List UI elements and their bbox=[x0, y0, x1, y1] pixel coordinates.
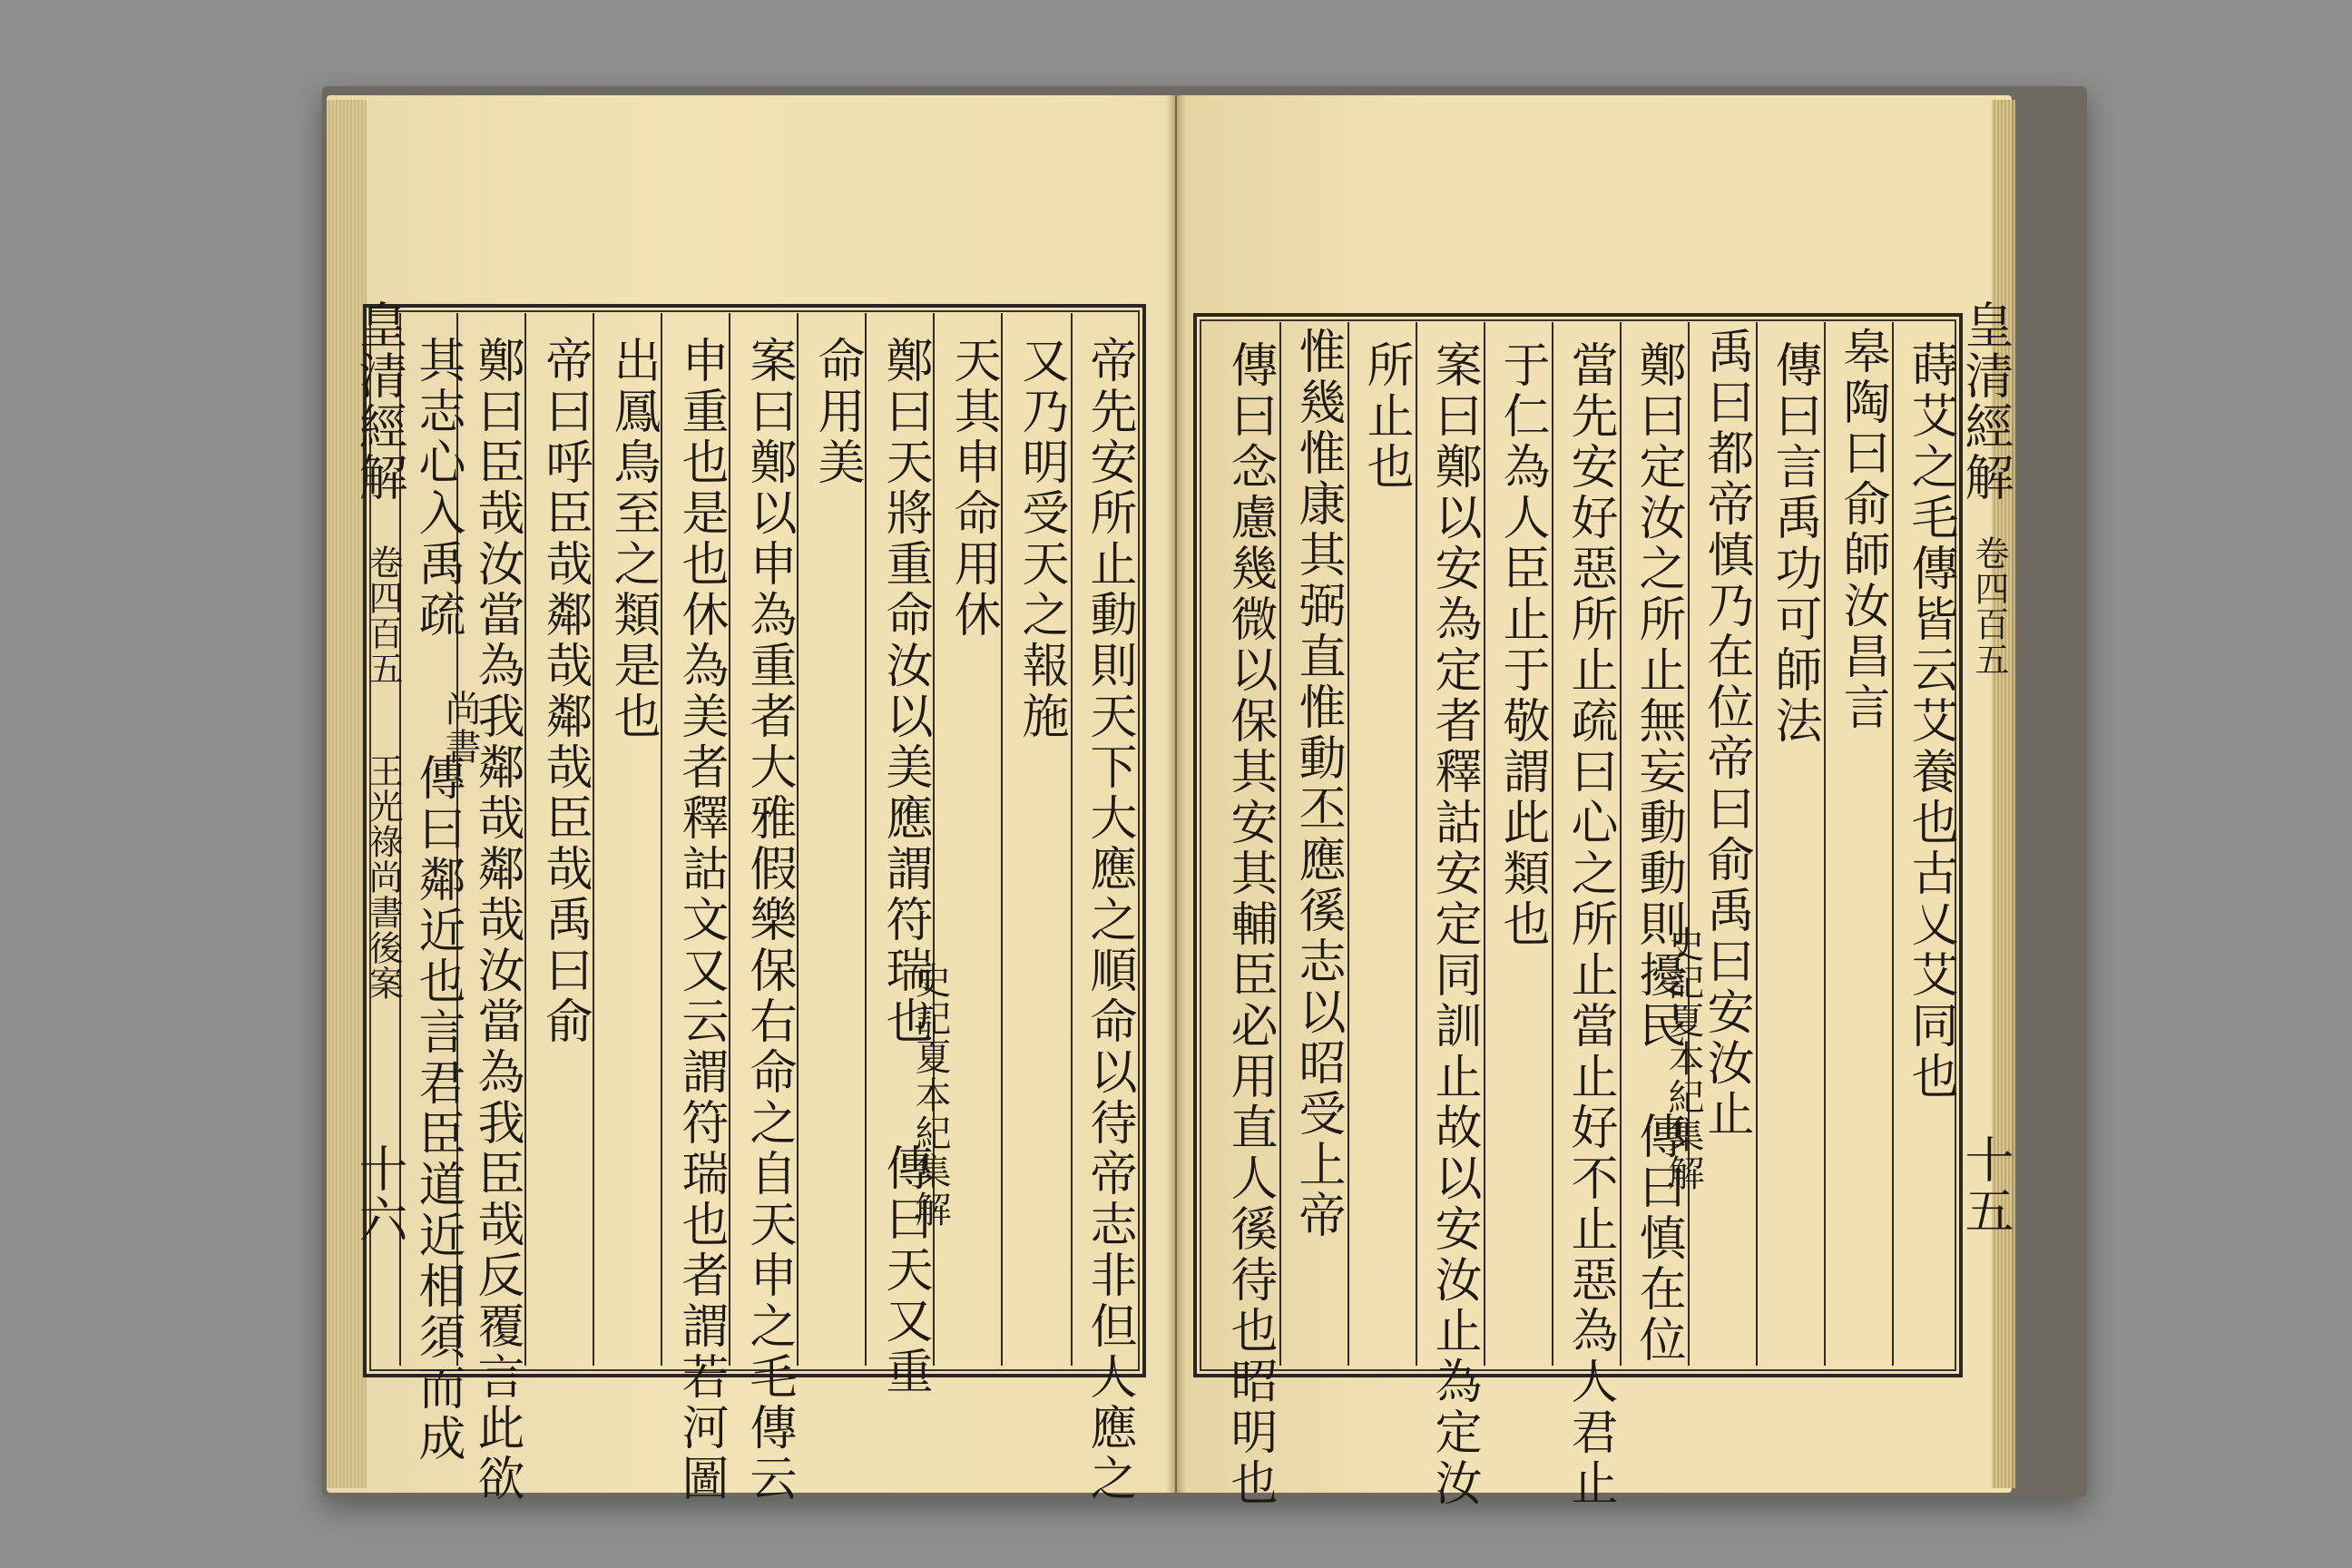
text-column-tail: 傳曰慎在位 bbox=[1631, 1112, 1685, 1366]
folio-author: 王光祿尚書後案 bbox=[363, 753, 403, 1001]
column-rule bbox=[1279, 322, 1281, 1366]
book-gutter bbox=[1166, 95, 1186, 1493]
annotation-note: 史記夏本紀集解 bbox=[909, 962, 951, 1229]
text-column: 惟幾惟康其弼直惟動丕應徯志以昭受上帝 bbox=[1290, 327, 1345, 1241]
column-rule bbox=[1001, 313, 1003, 1366]
annotation-note: 史記夏本紀集解 bbox=[1662, 926, 1704, 1192]
column-rule bbox=[1620, 322, 1622, 1366]
text-column: 于仁為人臣止于敬謂此類也 bbox=[1494, 340, 1549, 950]
folio-title: 皇清經解 bbox=[351, 299, 408, 503]
text-column: 帝先安所止動則天下大應之順命以待帝志非但人應之 bbox=[1082, 336, 1136, 1504]
column-rule bbox=[1552, 322, 1553, 1366]
column-rule bbox=[661, 313, 662, 1366]
text-column: 蒔艾之毛傳皆云艾養也古乂艾同也 bbox=[1903, 340, 1957, 1102]
text-column: 命用美 bbox=[809, 336, 864, 488]
text-column: 又乃明受天之報施 bbox=[1014, 336, 1068, 742]
text-column: 案曰鄭以申為重者大雅假樂保右命之自天申之毛傳云 bbox=[741, 336, 796, 1504]
text-column: 天其申命用休 bbox=[946, 336, 1000, 641]
text-column-tail: 傳曰鄰近也言君臣道近相須而成 bbox=[410, 753, 465, 1465]
column-rule bbox=[797, 313, 799, 1366]
text-column: 鄭曰天將重命汝以美應謂符瑞也 bbox=[877, 336, 932, 1047]
column-rule bbox=[1892, 322, 1894, 1366]
column-rule bbox=[1416, 322, 1417, 1366]
column-rule bbox=[865, 313, 867, 1366]
folio-page-number: 十六 bbox=[351, 1143, 408, 1245]
text-column: 皋陶曰俞師汝昌言 bbox=[1835, 327, 1889, 733]
text-column-tail: 傳曰天又重 bbox=[877, 1143, 932, 1397]
column-rule bbox=[593, 313, 594, 1366]
column-rule bbox=[1756, 322, 1758, 1366]
text-column: 所止也 bbox=[1358, 340, 1413, 493]
text-column: 傳曰言禹功可師法 bbox=[1767, 340, 1821, 747]
text-column: 鄭曰臣哉汝當為我鄰哉鄰哉汝當為我臣哉反覆言此欲 bbox=[469, 336, 524, 1504]
text-column: 禹曰都帝慎乃在位帝曰俞禹曰安汝止 bbox=[1699, 327, 1753, 1140]
column-rule bbox=[524, 313, 526, 1366]
text-column: 帝曰呼臣哉鄰哉鄰哉臣哉禹曰俞 bbox=[537, 336, 592, 1047]
text-column: 申重也是也休為美者釋詁文又云謂符瑞也者謂若河圖 bbox=[673, 336, 728, 1504]
text-column: 出鳳鳥至之類是也 bbox=[605, 336, 660, 742]
text-column: 案曰鄭以安為定者釋詁安定同訓止故以安汝止為定汝 bbox=[1426, 340, 1481, 1509]
folio-title: 皇清經解 bbox=[1957, 299, 2014, 503]
text-column: 當先安好惡所止疏曰心之所止當止好不止惡為人君止 bbox=[1563, 340, 1617, 1509]
folio-page-number: 十五 bbox=[1957, 1134, 2014, 1236]
column-rule bbox=[1484, 322, 1485, 1366]
folio-volume: 卷四百五 bbox=[1969, 535, 2009, 677]
text-column: 傳曰念慮幾微以保其安其輔臣必用直人徯待也昭明也 bbox=[1222, 340, 1277, 1509]
text-column: 鄭曰定汝之所止無妄動動則擾民 bbox=[1631, 340, 1685, 1052]
column-rule bbox=[1688, 322, 1690, 1366]
column-rule bbox=[729, 313, 730, 1366]
text-column: 其志心入禹疏 bbox=[410, 336, 465, 641]
column-rule bbox=[1824, 322, 1826, 1366]
column-rule bbox=[1071, 313, 1073, 1366]
folio-volume: 卷四百五 bbox=[363, 544, 403, 686]
column-rule bbox=[1348, 322, 1349, 1366]
annotation-note: 尚書 bbox=[439, 690, 481, 766]
